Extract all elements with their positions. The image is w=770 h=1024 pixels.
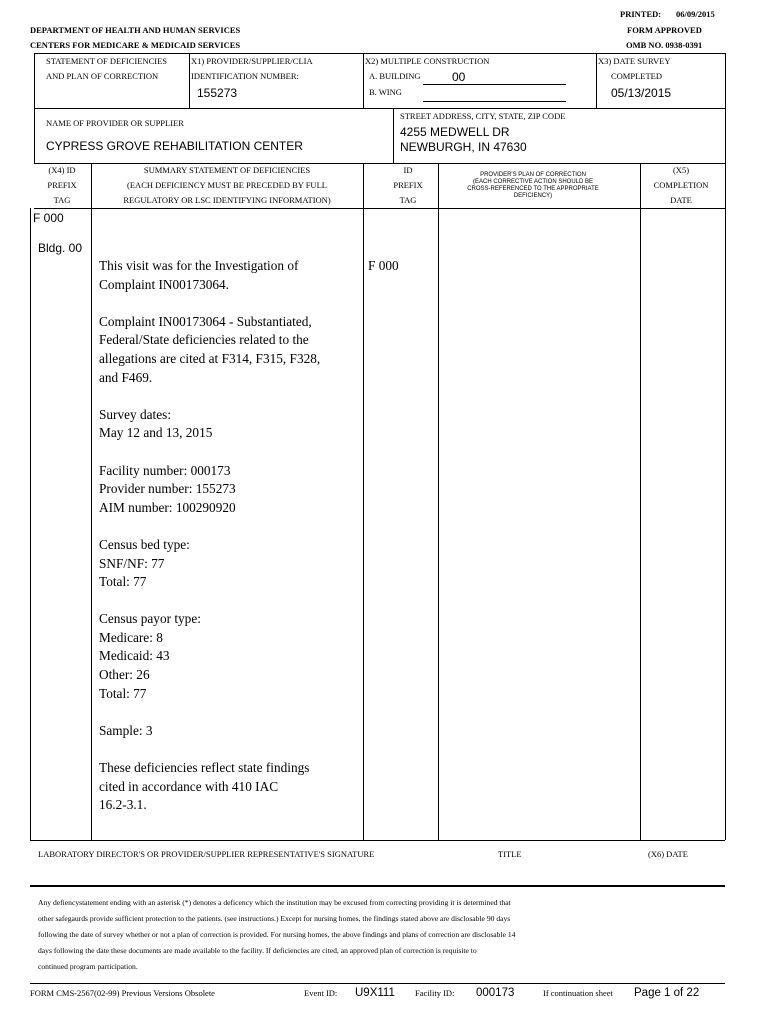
x4-prefix-label: PREFIX [47,180,77,190]
paragraph-sample: Sample: 3 [99,722,153,738]
paragraph-visit: This visit was for the Investigation of Complaint IN00173064. [99,258,299,292]
address-line-1: 4255 MEDWELL DR [400,125,510,139]
footer-top-border [30,983,725,984]
paragraph-findings: These deficiencies reflect state findings cited in accordance with 410 IAC 16.2-3.1. [99,760,310,813]
plan-label-1: PROVIDER'S PLAN OF CORRECTION [480,172,586,178]
omb-number: OMB NO. 0938-0391 [626,40,703,50]
provider-name-value: CYPRESS GROVE REHABILITATION CENTER [46,139,303,153]
event-id-label: Event ID: [304,988,338,998]
signature-bottom-border [30,885,725,887]
body-left-border [30,208,31,840]
disclaimer: Any defiencystatement ending with an asterisk (*) denotes a deficency which the institution may be excused from correcting providing it is determined that other safegaurds provide sufficient protection to the patients. (see instructions.) Except for nursing homes, the findings stated above are disclosable 90 days following the date of survey whether or not a plan of correction is provided. For nursing homes, the above findings and plans of correction are disclosable 14 days following the date these documents are made available to the facility. If deficiencies are cited, an approved plan of correction is requisite to continued program participation. [38,898,516,972]
row2-bottom-border [34,163,725,164]
building-label: A. BUILDING [369,71,421,81]
provider-name-label: NAME OF PROVIDER OR SUPPLIER [46,118,184,128]
date-survey-label-1: X3) DATE SURVEY [598,56,671,66]
id-label: ID [403,165,413,175]
summary-label-3: REGULATORY OR LSC IDENTIFYING INFORMATION) [123,195,331,205]
provider-id-label-1: X1) PROVIDER/SUPPLIER/CLIA [191,56,313,66]
form-top-border [34,53,725,54]
paragraph-census-payor: Census payor type: Medicare: 8 Medicaid: 43 Other: 26 Total: 77 [99,611,201,701]
printed-date: 06/09/2015 [676,9,715,19]
date-survey-label-2: COMPLETED [611,71,662,81]
row1-divider-3 [596,53,597,108]
id-prefix-label: PREFIX [393,180,423,190]
row1-divider-2 [363,53,364,108]
plan-of-correction-header [438,172,628,200]
plan-label-2: (EACH CORRECTIVE ACTION SHOULD BE [472,179,594,185]
address-line-2: NEWBURGH, IN 47630 [400,140,527,154]
x4-id-label: (X4) ID [48,165,76,175]
multiple-construction-label: X2) MULTIPLE CONSTRUCTION [365,56,490,66]
id-tag-label: TAG [399,195,417,205]
summary-label-2: (EACH DEFICIENCY MUST BE PRECEDED BY FULL [127,180,327,190]
x5-label: (X5) [672,165,690,175]
row1-bottom-border [34,108,725,109]
address-label: STREET ADDRESS, CITY, STATE, ZIP CODE [400,111,566,121]
paragraph-census-bed: Census bed type: SNF/NF: 77 Total: 77 [99,536,190,590]
statement-label-1: STATEMENT OF DEFICIENCIES [46,56,168,66]
header-right-border [725,53,726,163]
summary-label-1: SUMMARY STATEMENT OF DEFICIENCIES [143,165,311,175]
x5-completion-label: COMPLETION [653,180,709,190]
row2-divider [393,108,394,163]
form-approved: FORM APPROVED [627,25,702,35]
deficiency-tag: F 000 [33,211,64,225]
right-id-tag: F 000 [368,258,399,273]
date-survey-value: 05/13/2015 [611,86,672,100]
wing-underline [423,101,566,102]
plan-label-3: CROSS-REFERENCED TO THE APPROPRIATE [467,186,599,192]
paragraph-complaint: Complaint IN00173064 - Substantiated, Federal/State deficiencies related to the allegations are cited at F314, F315, F328, and F469. [99,313,321,385]
building-tag: Bldg. 00 [38,241,83,255]
facility-id-label: Facility ID: [415,988,455,998]
body-right-border [725,163,726,840]
body-bottom-border [30,840,725,841]
summary-statement [99,257,361,833]
building-value: 00 [452,70,466,84]
x5-date-label: DATE [670,195,692,205]
signature-date-label: (X6) DATE [648,849,688,859]
building-underline [423,84,566,85]
statement-label-2: AND PLAN OF CORRECTION [46,71,159,81]
facility-id-value: 000173 [476,987,515,999]
paragraph-survey-dates: Survey dates: May 12 and 13, 2015 [99,406,213,441]
row1-divider-1 [189,53,190,108]
title-label: TITLE [498,849,522,859]
body-divider-plan [640,163,641,840]
wing-label: B. WING [369,87,402,97]
x4-tag-label: TAG [53,195,71,205]
provider-id-label-2: IDENTIFICATION NUMBER: [191,71,299,81]
page-number: Page 1 of 22 [634,987,700,999]
printed-label: PRINTED: [620,9,662,19]
column-header-bottom-border [34,208,725,209]
plan-label-4: DEFICIENCY) [513,193,553,199]
department-title: DEPARTMENT OF HEALTH AND HUMAN SERVICES [30,25,241,35]
body-divider-x4 [91,163,92,840]
body-divider-summary [363,163,364,840]
event-id-value: U9X111 [355,987,395,999]
body-divider-id [438,163,439,840]
paragraph-facility-numbers: Facility number: 000173 Provider number: 155273 AIM number: 100290920 [99,462,236,515]
continuation-sheet-label: If continuation sheet [543,988,613,998]
form-number: FORM CMS-2567(02-99) Previous Versions Obsolete [30,988,215,998]
provider-id-value: 155273 [197,86,238,100]
header-left-border [34,53,35,163]
centers-title: CENTERS FOR MEDICARE & MEDICAID SERVICES [30,40,241,50]
director-signature-label: LABORATORY DIRECTOR'S OR PROVIDER/SUPPLIER REPRESENTATIVE'S SIGNATURE [38,849,375,859]
